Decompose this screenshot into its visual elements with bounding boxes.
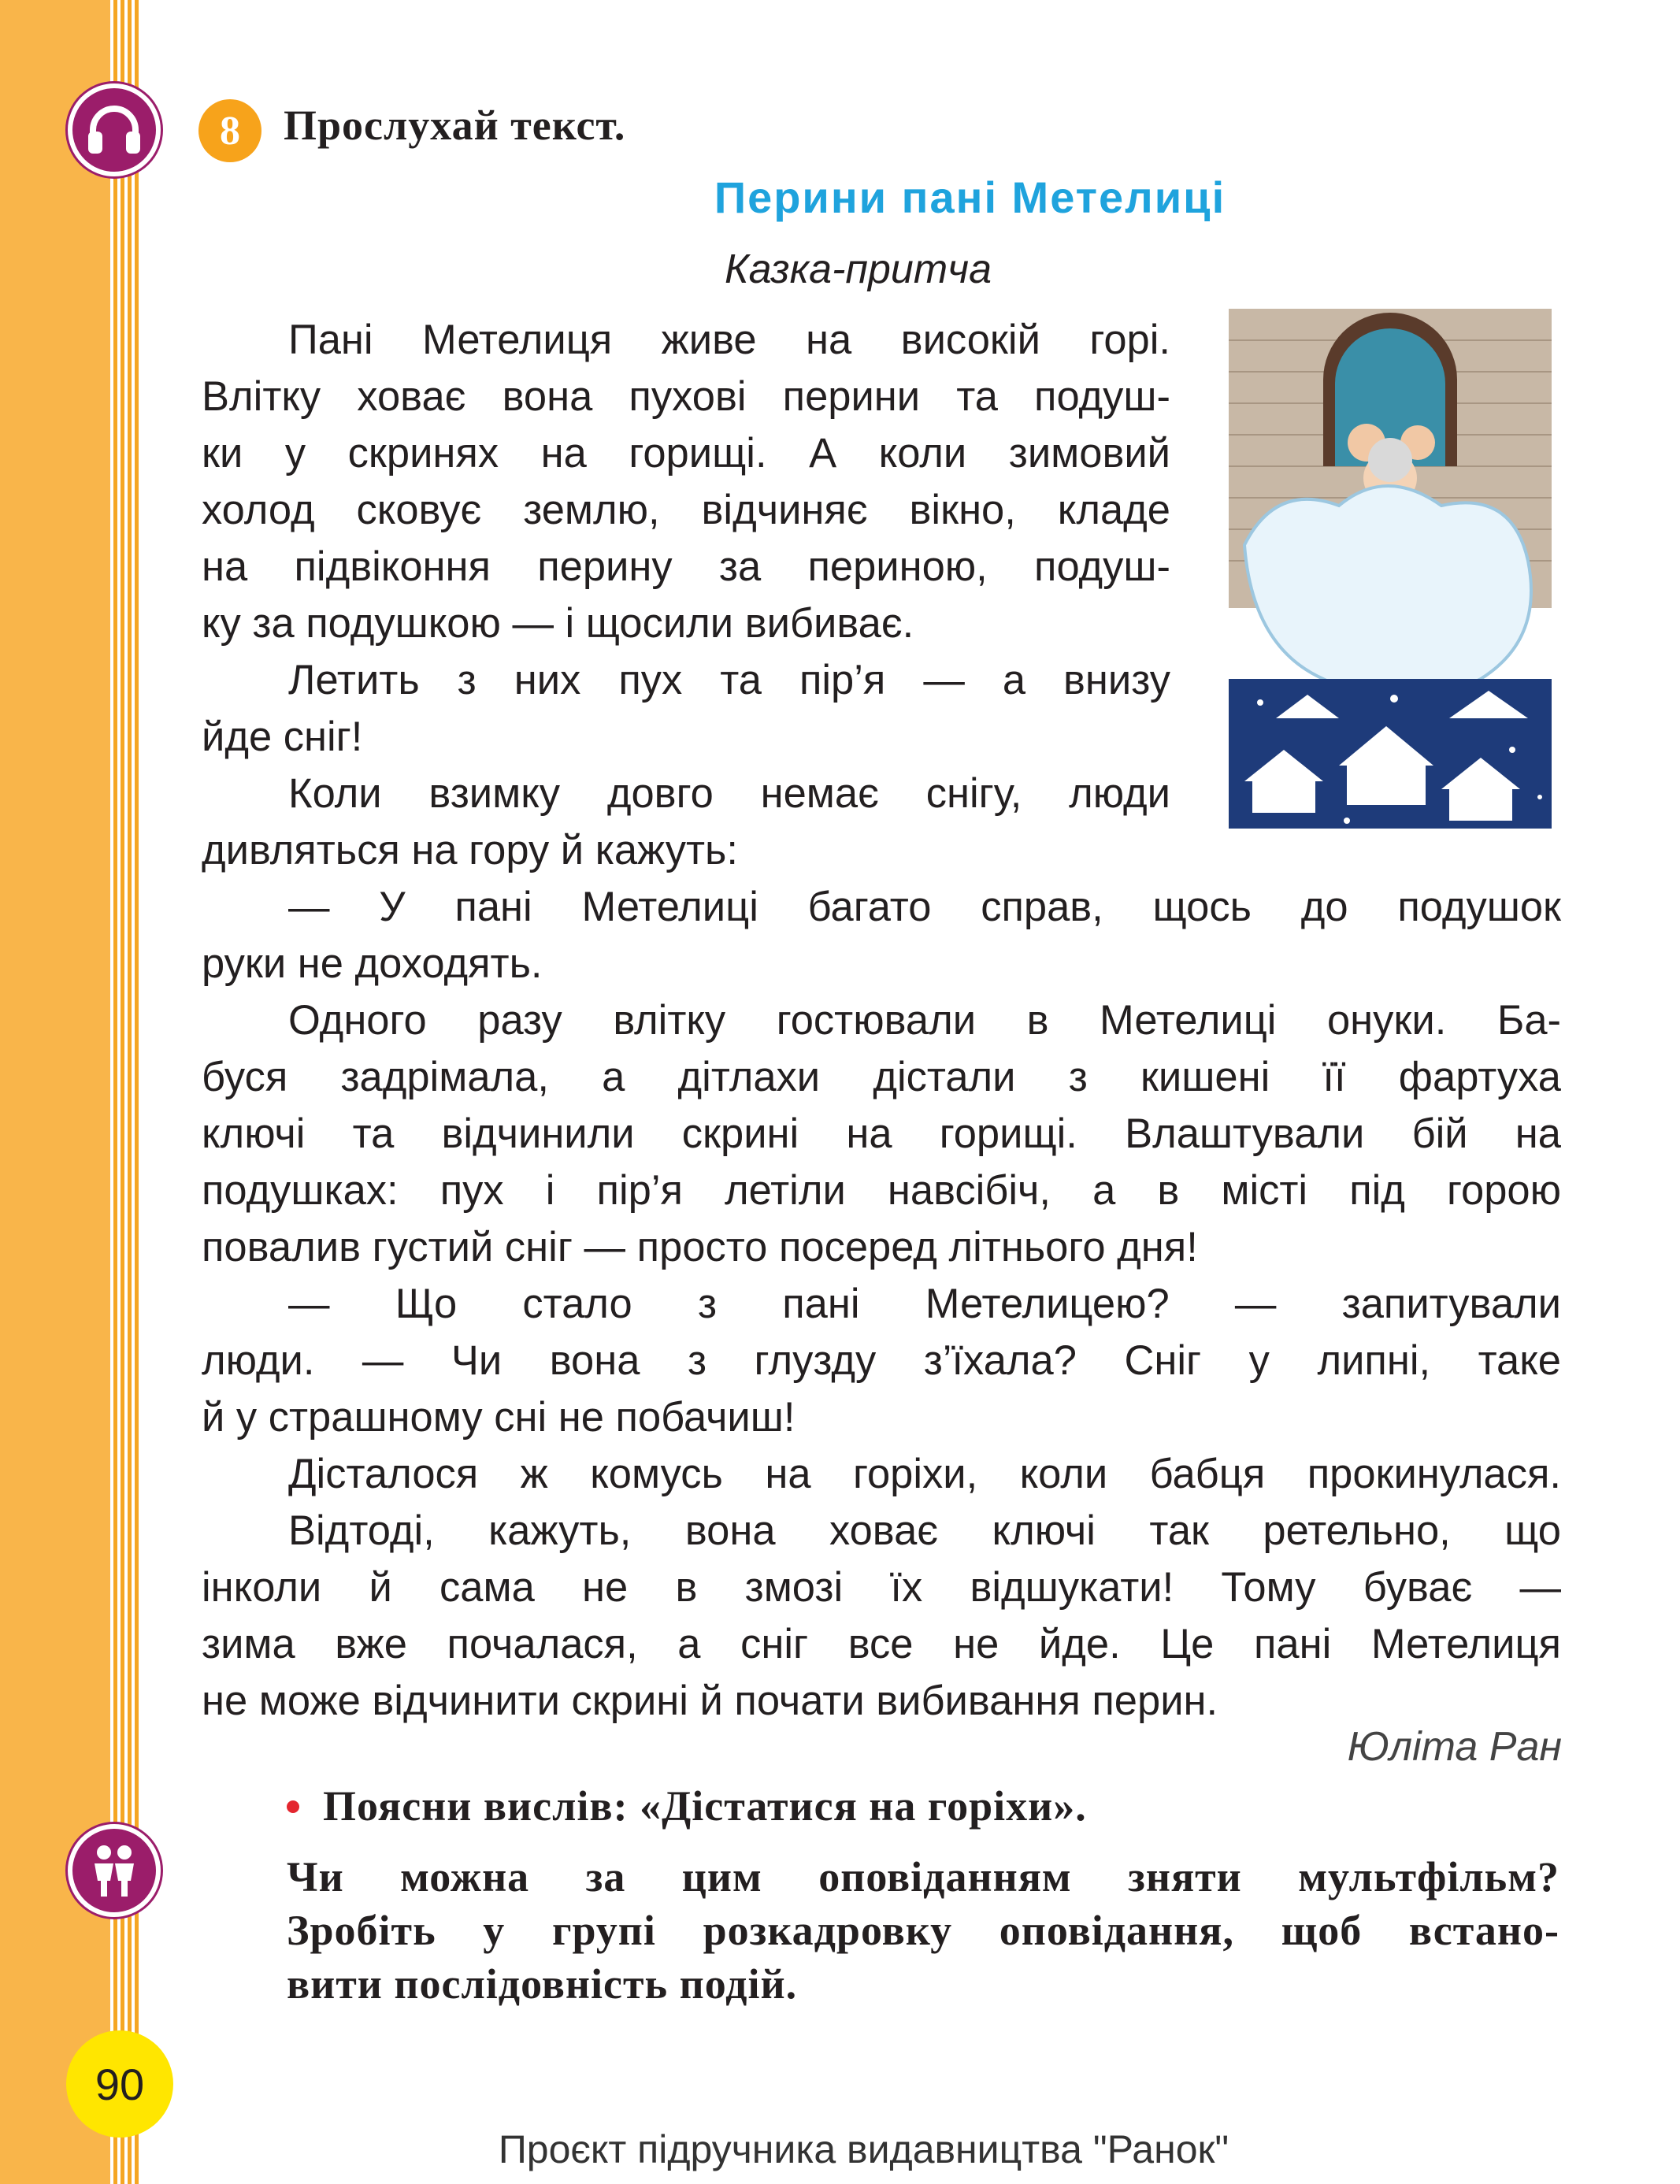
story-line: Коли взимку довго немає снігу, люди xyxy=(288,770,1170,817)
story-line: ку за подушкою — і щосили вибиває. xyxy=(202,600,914,647)
story-line: Відтоді, кажуть, вона ховає ключі так ретельно, що xyxy=(288,1507,1561,1554)
story-line: буся задрімала, а дітлахи дістали з кишені її фартуха xyxy=(202,1054,1561,1100)
story-line: холод сковує землю, відчиняє вікно, кладе xyxy=(202,487,1170,533)
story-line: — Що стало з пані Метелицею? — запитували xyxy=(288,1281,1561,1327)
story-line: люди. — Чи вона з глузду з’їхала? Сніг у липні, таке xyxy=(202,1337,1561,1384)
task-instruction: Прослухай текст. xyxy=(284,102,626,149)
story-line: дивляться на гору й кажуть: xyxy=(202,827,738,873)
story-genre: Казка-притча xyxy=(725,247,992,292)
story-line: — У пані Метелиці багато справ, щось до подушок xyxy=(288,884,1561,930)
group-task-line: Чи можна за цим оповіданням зняти мультфільм? xyxy=(287,1853,1559,1900)
story-line: йде сніг! xyxy=(202,714,363,760)
story-line: Дісталося ж комусь на горіхи, коли бабця прокинулася. xyxy=(288,1451,1561,1497)
headphones-icon xyxy=(68,83,161,176)
story-line: Летить з них пух та пір’я — а внизу xyxy=(288,657,1170,703)
explain-task: Поясни вислів: «Дістатися на горіхи». xyxy=(323,1782,1087,1830)
footer-note: Проєкт підручника видавництва "Ранок" xyxy=(498,2127,1229,2171)
story-line: руки не доходять. xyxy=(202,940,543,987)
story-line: Влітку ховає вона пухові перини та подуш- xyxy=(202,373,1170,420)
story-line: ключі та відчинили скрині на горищі. Влаштували бій на xyxy=(202,1111,1561,1157)
story-line: повалив густий сніг — просто посеред літнього дня! xyxy=(202,1224,1198,1270)
pair-work-icon xyxy=(68,1824,161,1917)
story-line: Пані Метелиця живе на високій горі. xyxy=(288,317,1170,363)
story-line: подушках: пух і пір’я летіли навсібіч, а в місті під горою xyxy=(202,1167,1561,1214)
story-line: ки у скринях на горищі. А коли зимовий xyxy=(202,430,1170,476)
group-task-line: вити послідовність подій. xyxy=(287,1960,798,2008)
story-line: Одного разу влітку гостювали в Метелиці онуки. Ба- xyxy=(288,997,1561,1044)
story-title: Перини пані Метелиці xyxy=(714,172,1226,222)
story-line: інколи й сама не в змозі їх відшукати! Тому буває — xyxy=(202,1564,1561,1611)
bullet-icon xyxy=(287,1800,299,1813)
group-task-line: Зробіть у групі розкадровку оповідання, щоб встано- xyxy=(287,1907,1559,1954)
story-line: й у страшному сні не побачиш! xyxy=(202,1394,795,1441)
page-number: 90 xyxy=(66,2030,173,2138)
story-author: Юліта Ран xyxy=(1347,1724,1562,1770)
task-number-badge: 8 xyxy=(198,99,261,162)
story-line: не може відчинити скрині й почати вибивання перин. xyxy=(202,1678,1218,1724)
story-line: на підвіконня перину за периною, подуш- xyxy=(202,543,1170,590)
story-line: зима вже почалася, а сніг все не йде. Це пані Метелиця xyxy=(202,1621,1561,1667)
illustration-snow-grandma xyxy=(1229,309,1552,829)
